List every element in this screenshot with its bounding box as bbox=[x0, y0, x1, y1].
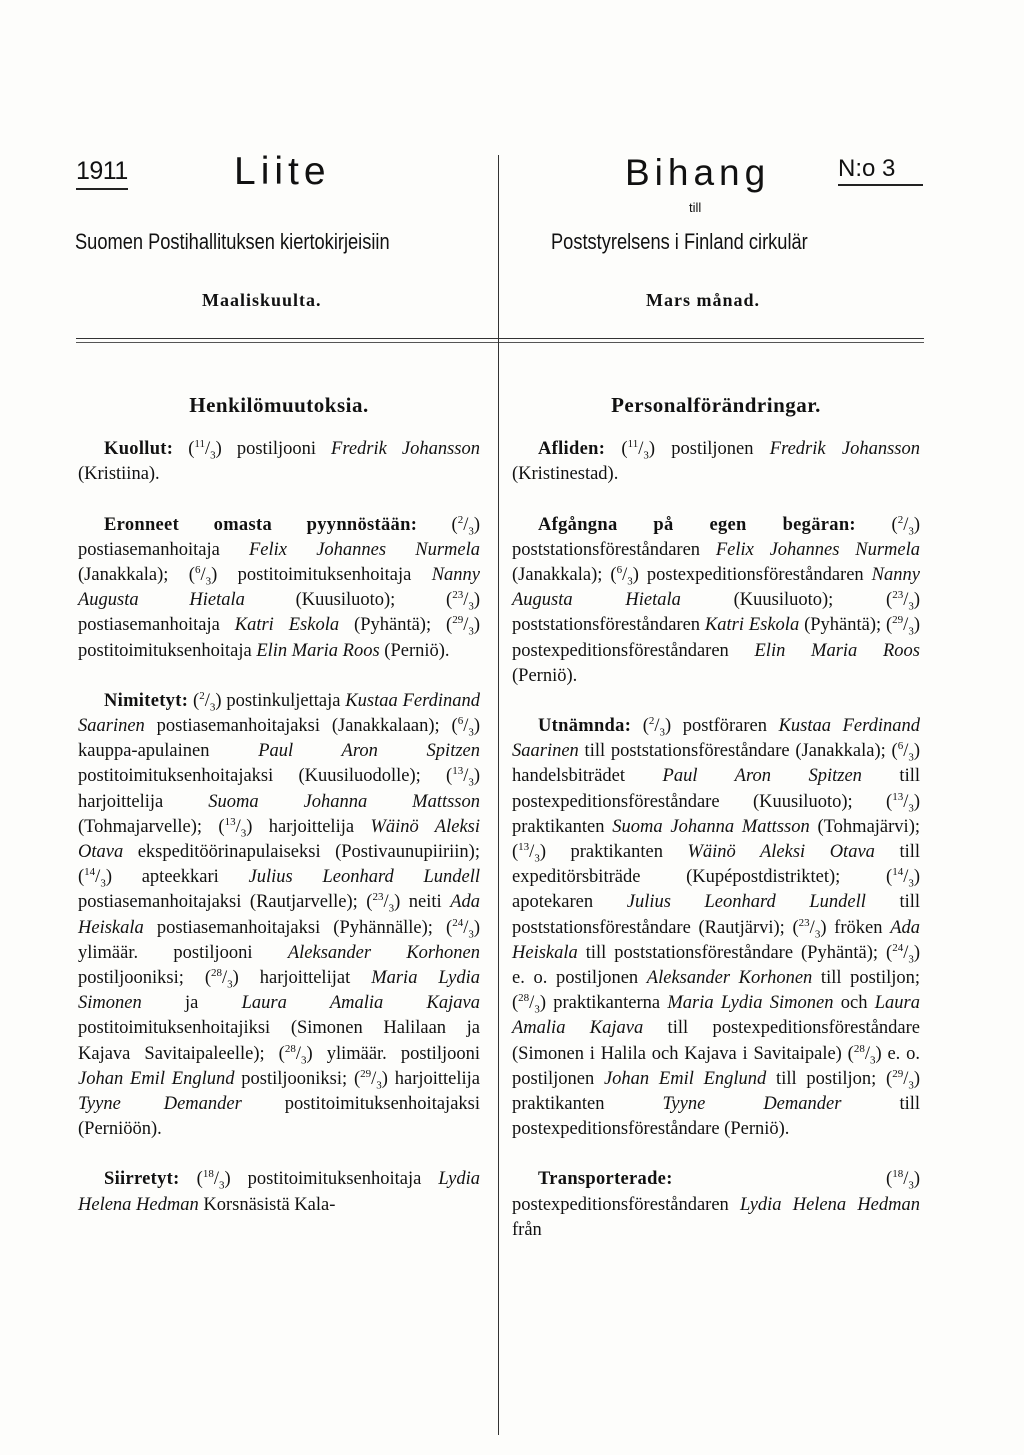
paragraph-lead: Afliden: bbox=[538, 439, 606, 460]
paragraph-body: $(^2/_3)$ postinkuljettaja Kustaa Ferdinand Saarinen postiasemanhoitajaksi (Janakkalaan); $(^6/_3)$ kauppa-apulainen Paul Aron Spitzen postitoimituksenhoitajaksi (Kuusiluodolle); $(^{13}/_3)$ harjoittelija Suoma Johanna Mattsson (Tohmajarvelle); $(^{13}/_3)$ harjoittelija Wäinö Aleksi Otava ekspeditöörinapulaiseksi (Postivaunupiiriin); $(^{14}/_3)$ apteekkari Julius Leonhard Lundell postiasemanhoitajaksi (Rautjarvelle); $(^{23}/_3)$ neiti Ada Heiskala postiasemanhoitajaksi (Pyhännälle); $(^{24}/_3)$ ylimäär. postiljooni Aleksander Korhonen postiljooniksi; $(^{28}/_3)$ harjoittelijat Maria Lydia Simonen ja Laura Amalia Kajava postitoimituksenhoitajiksi (Simonen Halilaan ja Kajava Savitaipaleelle); $(^{28}/_3)$ ylimäär. postiljooni Johan Emil Englund postiljooniksi; $(^{29}/_3)$ harjoittelija Tyyne Demander postitoimituksenhoitajaksi (Perniöön). bbox=[78, 689, 481, 1140]
section-heading-swedish: Personalförändringar. bbox=[611, 393, 821, 417]
paragraph-body: $(^2/_3)$ postiasemanhoitaja Felix Johannes Nurmela (Janakkala); $(^6/_3)$ postitoimituksenhoitaja Nanny Augusta Hietala (Kuusiluoto); $(^{23}/_3)$ postiasemanhoitaja Katri Eskola (Pyhäntä); $(^{29}/_3)$ postitoimituksenhoitaja Elin Maria Roos (Perniö). bbox=[78, 513, 481, 661]
paragraph bbox=[78, 513, 480, 664]
title-finnish: Liite bbox=[234, 150, 331, 193]
issue-number-underline bbox=[838, 184, 923, 186]
till-label: till bbox=[689, 200, 702, 215]
paragraph-lead: Nimitetyt: bbox=[104, 690, 189, 711]
year: 1911 bbox=[76, 157, 128, 185]
paragraph-lead: Utnämnda: bbox=[538, 716, 632, 737]
swedish-column bbox=[512, 393, 920, 1268]
paragraph bbox=[512, 437, 920, 487]
paragraph bbox=[512, 1167, 920, 1243]
column-divider bbox=[498, 155, 499, 1435]
header-rule-secondary bbox=[76, 342, 924, 343]
section-heading-finnish: Henkilömuutoksia. bbox=[189, 393, 369, 417]
paragraph-body: $(^{11}/_3)$ postiljooni Fredrik Johansson (Kristiina). bbox=[78, 438, 480, 485]
paragraph bbox=[512, 513, 920, 689]
issue-number: N:o 3 bbox=[838, 155, 896, 182]
subtitle-swedish: Poststyrelsens i Finland cirkulär bbox=[551, 229, 808, 254]
paragraph bbox=[78, 689, 480, 1143]
paragraph-body: $(^{18}/_3)$ postexpeditionsföreståndaren Lydia Helena Hedman från bbox=[512, 1168, 920, 1240]
finnish-column bbox=[78, 393, 480, 1243]
paragraph-lead: Eronneet omasta pyynnöstään: bbox=[104, 514, 418, 535]
paragraph-lead: Kuollut: bbox=[104, 439, 174, 460]
paragraph bbox=[78, 1167, 480, 1217]
swedish-paragraphs bbox=[512, 437, 920, 1243]
paragraph-body: $(^{18}/_3)$ postitoimituksenhoitaja Lydia Helena Hedman Korsnäsistä Kala- bbox=[78, 1168, 480, 1215]
paragraph-lead: Afgångna på egen begäran: bbox=[538, 514, 856, 535]
year-underline bbox=[76, 188, 128, 190]
month-swedish: Mars månad. bbox=[646, 290, 760, 310]
finnish-paragraphs bbox=[78, 437, 480, 1218]
subtitle-finnish: Suomen Postihallituksen kiertokirjeisiin bbox=[75, 229, 390, 254]
title-swedish: Bihang bbox=[625, 152, 771, 193]
paragraph-body: $(^2/_3)$ postföraren Kustaa Ferdinand Saarinen till poststationsföreståndare (Janakkala); $(^6/_3)$ handelsbiträdet Paul Aron Spitzen till postexpeditionsföreståndare (Kuusiluoto); $(^{13}/_3)$ praktikanten Suoma Johanna Mattsson (Tohmajärvi); $(^{13}/_3)$ praktikanten Wäinö Aleksi Otava till expeditörsbiträde (Kupépostdistriktet); $(^{14}/_3)$ apotekaren Julius Leonhard Lundell till poststationsföreståndare (Rautjärvi); $(^{23}/_3)$ fröken Ada Heiskala till poststationsföreståndare (Pyhäntä); $(^{24}/_3)$ e. o. postiljonen Aleksander Korhonen till postiljon; $(^{28}/_3)$ praktikanterna Maria Lydia Simonen och Laura Amalia Kajava till postexpeditionsföreståndare (Simonen i Halila och Kajava i Savitaipale) $(^{28}/_3)$ e. o. postiljonen Johan Emil Englund till postiljon; $(^{29}/_3)$ praktikanten Tyyne Demander till postexpeditionsföreståndare (Perniö). bbox=[512, 714, 921, 1140]
paragraph bbox=[78, 437, 480, 487]
header-rule bbox=[76, 338, 924, 339]
paragraph-lead: Transporterade: bbox=[538, 1169, 673, 1190]
paragraph bbox=[512, 714, 920, 1142]
paragraph-lead: Siirretyt: bbox=[104, 1169, 180, 1190]
paragraph-body: $(^2/_3)$ poststationsföreståndaren Felix Johannes Nurmela (Janakkala); $(^6/_3)$ postexpeditionsföreståndaren Nanny Augusta Hietala (Kuusiluoto); $(^{23}/_3)$ poststationsföreståndaren Katri Eskola (Pyhäntä); $(^{29}/_3)$ postexpeditionsföreståndaren Elin Maria Roos (Perniö). bbox=[512, 513, 920, 686]
month-finnish: Maaliskuulta. bbox=[202, 290, 322, 310]
paragraph-body: $(^{11}/_3)$ postiljonen Fredrik Johansson (Kristinestad). bbox=[512, 438, 920, 485]
